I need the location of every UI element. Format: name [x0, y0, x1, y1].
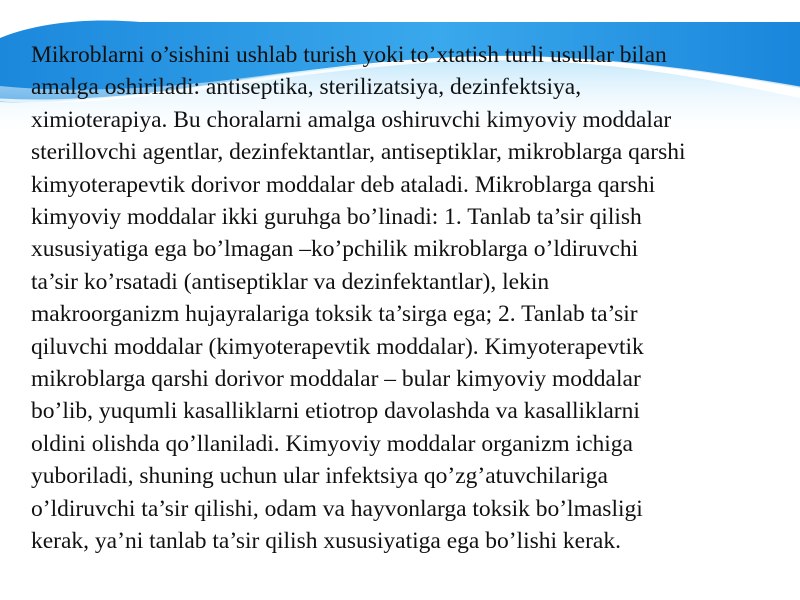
- text-line: kimyoterapevtik dorivor moddalar deb ataladi. Mikroblarga qarshi: [31, 171, 656, 198]
- text-line: ximioterapiya. Bu choralarni amalga oshiruvchi kimyoviy moddalar: [31, 106, 672, 133]
- body-text: [31, 39, 771, 558]
- text-line: makroorganizm hujayralariga toksik ta’sirga ega; 2. Tanlab ta’sir: [31, 301, 638, 328]
- text-line: yuboriladi, shuning uchun ular infektsiya qo’zg’atuvchilariga: [31, 463, 608, 490]
- text-line: bo’lib, yuqumli kasalliklarni etiotrop davolashda va kasalliklarni: [31, 398, 640, 425]
- text-line: Mikroblarni o’sishini ushlab turish yoki to’xtatish turli usullar bilan: [31, 42, 667, 68]
- text-line: xususiyatiga ega bo’lmagan –ko’pchilik mikroblarga o’ldiruvchi: [31, 236, 639, 263]
- text-line: ta’sir ko’rsatadi (antiseptiklar va dezinfektantlar), lekin: [31, 268, 550, 295]
- text-line: o’ldiruvchi ta’sir qilishi, odam va hayvonlarga toksik bo’lmasligi: [31, 495, 643, 522]
- text-line: sterillovchi agentlar, dezinfektantlar, antiseptiklar, mikroblarga qarshi: [31, 139, 686, 166]
- text-line: oldini olishda qo’llaniladi. Kimyoviy moddalar organizm ichiga: [31, 430, 633, 457]
- text-line: kimyoviy moddalar ikki guruhga bo’linadi: 1. Tanlab ta’sir qilish: [31, 204, 642, 231]
- text-line: qiluvchi moddalar (kimyoterapevtik moddalar). Kimyoterapevtik: [31, 333, 644, 360]
- text-line: kerak, ya’ni tanlab ta’sir qilish xususiyatiga ega bo’lishi kerak.: [31, 528, 621, 555]
- text-line: mikroblarga qarshi dorivor moddalar – bular kimyoviy moddalar: [31, 366, 641, 393]
- text-line: amalga oshiriladi: antiseptika, sterilizatsiya, dezinfektsiya,: [31, 74, 582, 101]
